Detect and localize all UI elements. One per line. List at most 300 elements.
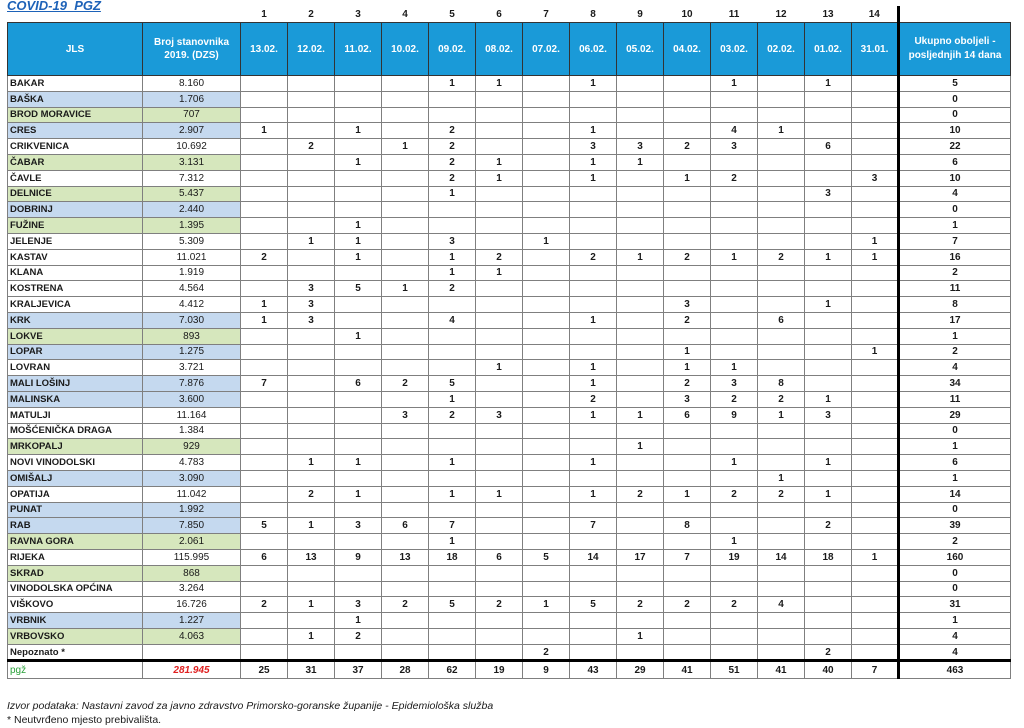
table-row [8,328,1011,344]
case-count-cell [288,328,335,344]
case-count-cell: 5 [523,549,570,565]
table-row [8,360,1011,376]
header-total: Ukupno oboljeli - posljednjih 14 dana [899,23,1011,76]
case-count-cell [852,281,899,297]
case-count-cell: 2 [758,249,805,265]
case-count-cell [476,439,523,455]
case-count-cell [288,470,335,486]
case-count-cell: 1 [852,233,899,249]
case-count-cell [382,360,429,376]
column-number: 10 [681,8,693,20]
case-count-cell [241,233,288,249]
case-count-cell [382,439,429,455]
table-row [8,312,1011,328]
case-count-cell [382,170,429,186]
case-count-cell [382,455,429,471]
case-count-cell: 6 [382,518,429,534]
case-count-cell [852,107,899,123]
case-count-cell [523,91,570,107]
table-row [8,376,1011,392]
case-count-cell: 5 [429,376,476,392]
municipality-name: SKRAD [8,565,143,581]
case-count-cell [335,76,382,92]
population-value: 7.850 [143,518,241,534]
table-row [8,154,1011,170]
case-count-cell: 1 [429,486,476,502]
case-count-cell: 1 [852,344,899,360]
case-count-cell [805,202,852,218]
case-count-cell [617,218,664,234]
case-count-cell [758,328,805,344]
header-jls: JLS [8,23,143,76]
case-count-cell: 1 [429,265,476,281]
case-count-cell [852,581,899,597]
case-count-cell [523,312,570,328]
case-count-cell [382,202,429,218]
case-count-cell: 3 [382,407,429,423]
case-count-cell [711,644,758,661]
header-date: 13.02. [241,23,288,76]
case-count-cell [570,439,617,455]
case-count-cell: 2 [711,170,758,186]
case-count-cell: 19 [711,549,758,565]
case-count-cell [476,344,523,360]
header-date: 08.02. [476,23,523,76]
case-count-cell: 2 [335,628,382,644]
case-count-cell [476,470,523,486]
case-count-cell: 3 [288,281,335,297]
case-count-cell [288,154,335,170]
case-count-cell: 3 [288,312,335,328]
municipality-name: VINODOLSKA OPĆINA [8,581,143,597]
population-value: 5.309 [143,233,241,249]
case-count-cell: 1 [805,249,852,265]
case-count-cell: 2 [429,123,476,139]
case-count-cell [758,186,805,202]
case-count-cell [241,407,288,423]
case-count-cell [805,281,852,297]
header-date: 12.02. [288,23,335,76]
header-date: 31.01. [852,23,899,76]
case-count-cell [805,597,852,613]
case-count-cell [852,297,899,313]
case-count-cell: 2 [382,376,429,392]
case-count-cell [288,613,335,629]
case-count-cell [570,423,617,439]
case-count-cell: 7 [429,518,476,534]
case-count-cell: 3 [805,407,852,423]
case-count-cell [570,281,617,297]
column-number: 6 [496,8,502,20]
case-count-cell [664,265,711,281]
row-total: 0 [899,91,1011,107]
case-count-cell [852,123,899,139]
case-count-cell: 2 [664,376,711,392]
row-total: 1 [899,613,1011,629]
case-count-cell [570,297,617,313]
case-count-cell [429,502,476,518]
case-count-cell: 14 [758,549,805,565]
case-count-cell: 8 [758,376,805,392]
header-date: 04.02. [664,23,711,76]
case-count-cell [288,265,335,281]
case-count-cell [758,76,805,92]
case-count-cell [711,502,758,518]
case-count-cell [852,407,899,423]
summary-count-cell: 25 [241,661,288,679]
table-row [8,628,1011,644]
case-count-cell [617,312,664,328]
summary-count-cell: 9 [523,661,570,679]
case-count-cell [476,107,523,123]
case-count-cell [570,218,617,234]
row-total: 0 [899,423,1011,439]
row-total: 5 [899,76,1011,92]
case-count-cell [852,518,899,534]
case-count-cell [758,91,805,107]
summary-count-cell: 41 [664,661,711,679]
case-count-cell: 5 [429,597,476,613]
municipality-name: OMIŠALJ [8,470,143,486]
case-count-cell [617,518,664,534]
case-count-cell: 1 [429,534,476,550]
table-row [8,344,1011,360]
case-count-cell [617,565,664,581]
case-count-cell [523,107,570,123]
case-count-cell: 2 [241,249,288,265]
case-count-cell [664,423,711,439]
case-count-cell [241,344,288,360]
case-count-cell [288,202,335,218]
case-count-cell: 1 [758,407,805,423]
case-count-cell: 7 [241,376,288,392]
case-count-cell [852,644,899,661]
table-row [8,613,1011,629]
population-value: 16.726 [143,597,241,613]
case-count-cell: 3 [664,391,711,407]
case-count-cell: 1 [523,597,570,613]
case-count-cell [570,328,617,344]
summary-count-cell: 43 [570,661,617,679]
case-count-cell [852,376,899,392]
case-count-cell: 3 [335,518,382,534]
case-count-cell: 1 [852,249,899,265]
case-count-cell [476,233,523,249]
case-count-cell [382,502,429,518]
case-count-cell [382,297,429,313]
case-count-cell [476,297,523,313]
case-count-cell: 1 [711,455,758,471]
case-count-cell [711,312,758,328]
case-count-cell [852,534,899,550]
case-count-cell [852,486,899,502]
municipality-name: RAVNA GORA [8,534,143,550]
municipality-name: RAB [8,518,143,534]
case-count-cell: 1 [664,170,711,186]
case-count-cell [523,581,570,597]
case-count-cell: 1 [805,391,852,407]
case-count-cell [476,581,523,597]
case-count-cell [852,423,899,439]
case-count-cell [382,391,429,407]
row-total: 10 [899,123,1011,139]
case-count-cell: 1 [805,76,852,92]
case-count-cell: 18 [429,549,476,565]
case-count-cell [335,534,382,550]
case-count-cell [241,613,288,629]
row-total: 6 [899,455,1011,471]
table-row [8,91,1011,107]
summary-count-cell: 31 [288,661,335,679]
case-count-cell [758,439,805,455]
case-count-cell: 1 [335,486,382,502]
case-count-cell: 1 [476,360,523,376]
case-count-cell [335,423,382,439]
summary-count-cell: 19 [476,661,523,679]
case-count-cell [852,628,899,644]
case-count-cell: 6 [664,407,711,423]
case-count-cell [429,202,476,218]
row-total: 1 [899,328,1011,344]
column-number: 8 [590,8,596,20]
case-count-cell: 6 [805,139,852,155]
case-count-cell [664,581,711,597]
case-count-cell [617,470,664,486]
case-count-cell [288,76,335,92]
case-count-cell: 2 [570,249,617,265]
case-count-cell [570,107,617,123]
case-count-cell: 1 [805,297,852,313]
case-count-cell [429,565,476,581]
municipality-name: MALINSKA [8,391,143,407]
case-count-cell: 1 [570,360,617,376]
case-count-cell: 1 [617,628,664,644]
case-count-cell: 1 [429,76,476,92]
case-count-cell [241,139,288,155]
case-count-cell: 1 [241,297,288,313]
case-count-cell [523,297,570,313]
table-row [8,186,1011,202]
case-count-cell: 1 [476,76,523,92]
case-count-cell: 6 [758,312,805,328]
municipality-name: KRK [8,312,143,328]
case-count-cell [476,202,523,218]
population-value: 707 [143,107,241,123]
table-row [8,218,1011,234]
case-count-cell [570,91,617,107]
case-count-cell [335,297,382,313]
case-count-cell [382,233,429,249]
case-count-cell [852,202,899,218]
case-count-cell [570,613,617,629]
case-count-cell [664,186,711,202]
municipality-name: MRKOPALJ [8,439,143,455]
case-count-cell [429,218,476,234]
municipality-name: VRBNIK [8,613,143,629]
table-row [8,407,1011,423]
case-count-cell [288,107,335,123]
case-count-cell [476,502,523,518]
case-count-cell [758,281,805,297]
case-count-cell: 3 [617,139,664,155]
case-count-cell [617,502,664,518]
case-count-cell [523,565,570,581]
case-count-cell [241,281,288,297]
case-count-cell [805,154,852,170]
case-count-cell [241,644,288,661]
case-count-cell [617,391,664,407]
case-count-cell [429,613,476,629]
row-total: 4 [899,186,1011,202]
case-count-cell [805,312,852,328]
case-count-cell [523,613,570,629]
case-count-cell [711,265,758,281]
case-count-cell [664,202,711,218]
case-count-cell [617,170,664,186]
row-total: 22 [899,139,1011,155]
population-value: 893 [143,328,241,344]
case-count-cell [429,644,476,661]
case-count-cell [241,107,288,123]
case-count-cell [523,628,570,644]
municipality-name: LOKVE [8,328,143,344]
case-count-cell [429,328,476,344]
case-count-cell [523,455,570,471]
case-count-cell: 1 [617,249,664,265]
case-count-cell [805,107,852,123]
case-count-cell: 2 [429,139,476,155]
case-count-cell: 1 [476,154,523,170]
case-count-cell [758,202,805,218]
case-count-cell [852,613,899,629]
case-count-cell [805,613,852,629]
case-count-cell [570,470,617,486]
case-count-cell: 3 [476,407,523,423]
municipality-name: VRBOVSKO [8,628,143,644]
case-count-cell [288,344,335,360]
case-count-cell [664,613,711,629]
case-count-cell [664,502,711,518]
case-count-cell [335,565,382,581]
row-total: 4 [899,628,1011,644]
header-date: 05.02. [617,23,664,76]
case-count-cell [288,534,335,550]
case-count-cell [476,565,523,581]
municipality-name: OPATIJA [8,486,143,502]
summary-count-cell: 62 [429,661,476,679]
population-value: 11.164 [143,407,241,423]
case-count-cell [523,202,570,218]
case-count-cell [852,565,899,581]
case-count-cell: 1 [335,455,382,471]
case-count-cell [758,518,805,534]
row-total: 1 [899,218,1011,234]
population-value: 2.061 [143,534,241,550]
case-count-cell [523,407,570,423]
case-count-cell [476,123,523,139]
case-count-cell [288,391,335,407]
table-row [8,297,1011,313]
case-count-cell: 2 [429,407,476,423]
table-row [8,423,1011,439]
case-count-cell [758,107,805,123]
row-total: 1 [899,439,1011,455]
case-count-cell [523,439,570,455]
case-count-cell [429,91,476,107]
table-row [8,470,1011,486]
case-count-cell: 1 [570,123,617,139]
case-count-cell [852,139,899,155]
case-count-cell [852,470,899,486]
case-count-cell: 5 [570,597,617,613]
column-number-row [8,6,1011,23]
population-value: 7.312 [143,170,241,186]
case-count-cell [805,628,852,644]
case-count-cell [852,312,899,328]
municipality-name: BROD MORAVICE [8,107,143,123]
case-count-cell [382,534,429,550]
case-count-cell [711,218,758,234]
case-count-cell [711,628,758,644]
case-count-cell [241,170,288,186]
population-value: 929 [143,439,241,455]
municipality-name: Nepoznato * [8,644,143,661]
case-count-cell [617,534,664,550]
case-count-cell [429,107,476,123]
case-count-cell [664,123,711,139]
row-total: 2 [899,344,1011,360]
case-count-cell [523,360,570,376]
case-count-cell [758,534,805,550]
header-date: 02.02. [758,23,805,76]
case-count-cell [617,91,664,107]
case-count-cell: 17 [617,549,664,565]
municipality-name: KRALJEVICA [8,297,143,313]
summary-row [8,661,1011,679]
case-count-cell [382,344,429,360]
case-count-cell [664,328,711,344]
case-count-cell [523,502,570,518]
case-count-cell: 1 [335,328,382,344]
case-count-cell [523,249,570,265]
case-count-cell [617,265,664,281]
case-count-cell [758,423,805,439]
case-count-cell [476,281,523,297]
case-count-cell [617,376,664,392]
case-count-cell [852,391,899,407]
row-total: 8 [899,297,1011,313]
case-count-cell [758,628,805,644]
case-count-cell [476,312,523,328]
table-row [8,549,1011,565]
case-count-cell [523,344,570,360]
case-count-cell [523,218,570,234]
column-number: 3 [355,8,361,20]
case-count-cell: 2 [758,391,805,407]
population-value [143,644,241,661]
case-count-cell [711,518,758,534]
case-count-cell: 1 [335,218,382,234]
case-count-cell [429,628,476,644]
table-row [8,391,1011,407]
case-count-cell [335,581,382,597]
case-count-cell [476,423,523,439]
municipality-name: JELENJE [8,233,143,249]
case-count-cell: 1 [570,376,617,392]
case-count-cell [241,423,288,439]
case-count-cell: 3 [335,597,382,613]
case-count-cell [758,218,805,234]
